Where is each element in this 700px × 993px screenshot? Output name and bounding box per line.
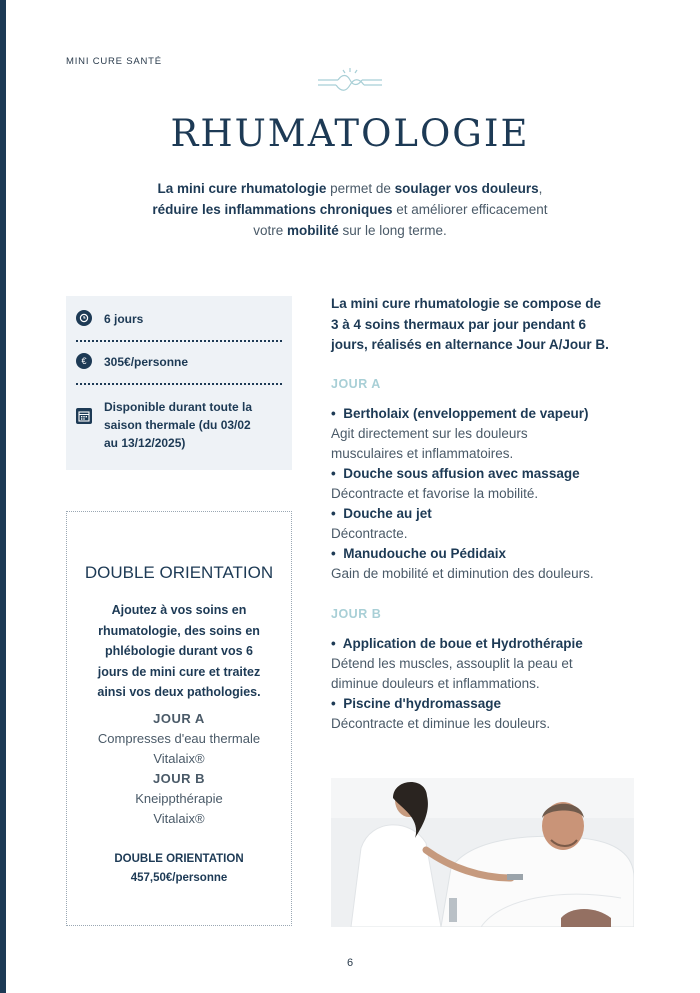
- care-item: • Application de boue et Hydrothérapie Détend les muscles, assouplit la peau et diminue douleurs et inflammations.: [331, 636, 583, 691]
- double-jour-a-item: Vitalaix®: [153, 751, 205, 766]
- jour-a-label: JOUR A: [331, 377, 381, 391]
- duration-text: 6 jours: [104, 312, 144, 326]
- jour-b-label: JOUR B: [331, 607, 382, 621]
- care-item: • Douche au jet Décontracte.: [331, 506, 432, 541]
- duration-row: [76, 310, 282, 328]
- calendar-icon: [76, 408, 92, 424]
- double-orientation-price: DOUBLE ORIENTATION 457,50€/personne: [114, 853, 244, 884]
- double-jour-a-label: JOUR A: [153, 711, 205, 726]
- clock-icon: [76, 310, 92, 326]
- care-item: • Piscine d'hydromassage Décontracte et diminue les douleurs.: [331, 696, 551, 731]
- double-jour-b-item: Kneippthérapie: [135, 791, 223, 806]
- double-orientation-title: DOUBLE ORIENTATION: [84, 563, 274, 582]
- double-jour-b-label: JOUR B: [152, 771, 206, 786]
- wave-ornament-icon: [316, 66, 384, 98]
- euro-icon: €: [76, 353, 92, 369]
- price-row: [76, 353, 282, 371]
- intro-paragraph: La mini cure rhumatologie permet de soulager vos douleurs, réduire les inflammations chroniques et améliorer efficacement votre mobilité sur le long terme.: [152, 181, 548, 238]
- page-title: RHUMATOLOGIE: [170, 112, 530, 155]
- availability-row: [76, 398, 282, 452]
- divider: [76, 383, 282, 385]
- divider: [76, 340, 282, 342]
- care-item: • Manudouche ou Pédidaix Gain de mobilité et diminution des douleurs.: [331, 546, 594, 581]
- info-box: [66, 296, 292, 470]
- availability-text: Disponible durant toute la saison thermale (du 03/02 au 13/12/2025): [104, 400, 253, 450]
- double-jour-b-item: Vitalaix®: [153, 811, 205, 826]
- page-number: 6: [346, 957, 354, 969]
- section-header-label: MINI CURE SANTÉ: [66, 56, 162, 67]
- care-item: • Bertholaix (enveloppement de vapeur) Agit directement sur les douleurs musculaires et inflammatoires.: [331, 406, 589, 461]
- double-jour-a-item: Compresses d'eau thermale: [97, 731, 261, 746]
- double-orientation-description: Ajoutez à vos soins en rhumatologie, des soins en phlébologie durant vos 6 jours de mini cure et traitez ainsi vos deux pathologies.: [97, 603, 261, 699]
- care-item: • Douche sous affusion avec massage Décontracte et favorise la mobilité.: [331, 466, 580, 501]
- composition-intro: La mini cure rhumatologie se compose de 3 à 4 soins thermaux par jour pendant 6 jours, réalisés en alternance Jour A/Jour B.: [331, 296, 609, 352]
- double-orientation-box: [66, 511, 292, 926]
- treatment-photo: [331, 778, 634, 927]
- price-text: 305€/personne: [104, 355, 189, 369]
